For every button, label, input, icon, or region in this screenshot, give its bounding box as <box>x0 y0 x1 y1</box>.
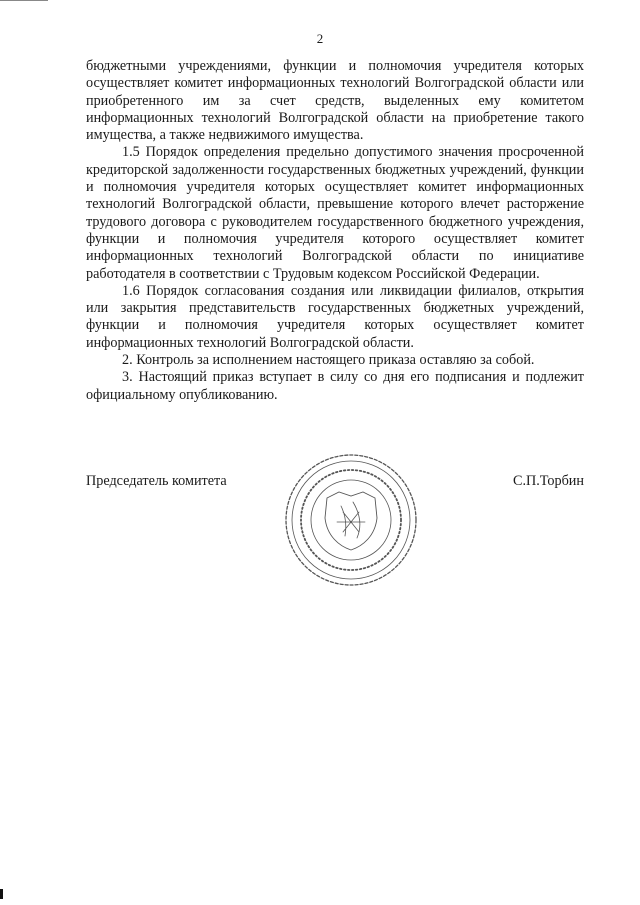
signatory-name: С.П.Торбин <box>513 473 584 489</box>
paragraph-item-2: 2. Контроль за исполнением настоящего приказа оставляю за собой. <box>122 352 535 369</box>
seal-emblem-shield <box>325 492 377 550</box>
seal-middle-ring <box>292 461 410 579</box>
seal-lettering-ring <box>301 470 401 570</box>
seal-emblem-figure <box>337 502 365 538</box>
official-seal-stamp <box>283 452 419 588</box>
scan-edge-line <box>0 0 48 1</box>
seal-inner-ring <box>311 480 391 560</box>
seal-outer-ring <box>286 455 416 585</box>
scan-edge-mark <box>0 889 3 899</box>
paragraph-continuation: бюджетными учреждениями, функции и полномочия учредителя которых осуществляет комитет информационных технологий Волгоградской области или приобретенного им за счет средств, выделенных ему комитетом информационных технологий Волгоградской области на приобретение такого имущества, а также недвижимого имущества. <box>86 58 584 144</box>
page-number: 2 <box>316 31 324 46</box>
signatory-title: Председатель комитета <box>86 473 227 489</box>
document-body <box>86 58 584 404</box>
paragraph-item-1-6: 1.6 Порядок согласования создания или ликвидации филиалов, открытия или закрытия представительств государственных бюджетных учреждений, функции и полномочия учредителя которых осуществляет комитет информационных технологий Волгоградской области. <box>86 282 584 351</box>
paragraph-item-1-5: 1.5 Порядок определения предельно допустимого значения просроченной кредиторской задолженности государственных бюджетных учреждений, функции и полномочия учредителя которых осуществляет комитет информационных технологий Волгоградской области, превышение которого влечет расторжение трудового договора с руководителем государственного бюджетного учреждения, функции и полномочия учредителя которого осуществляет комитет информационных технологий Волгоградской области по инициативе работодателя в соответствии с Трудовым кодексом Российской Федерации. <box>86 144 584 282</box>
paragraph-item-3: 3. Настоящий приказ вступает в силу со дня его подписания и подлежит официальному опубликованию. <box>86 369 584 403</box>
